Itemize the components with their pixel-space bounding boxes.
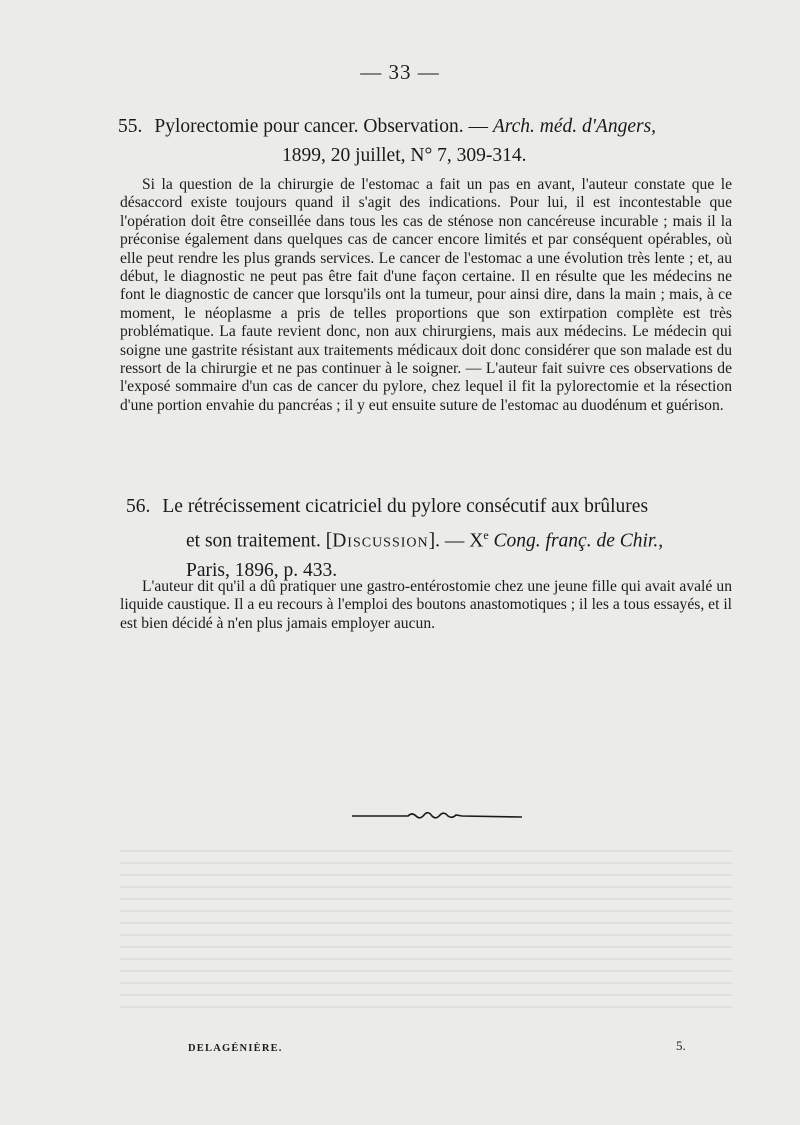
entry-56-citation: Paris, 1896, p. 433. (186, 559, 338, 581)
entry-55-title (118, 112, 656, 170)
entry-55-title-text: Pylorectomie pour cancer. Observation. — (154, 116, 493, 137)
entry-55-citation: 1899, 20 juillet, N° 7, 309-314. (282, 145, 527, 166)
entry-56-superscript: e (483, 528, 489, 542)
bleed-through-texture (120, 850, 732, 1010)
signature-number: 5. (676, 1038, 686, 1053)
entry-55-source: Arch. méd. d'Angers, (492, 116, 657, 137)
entry-56-title-cont: et son traitement. [ (186, 530, 333, 552)
entry-56-title (126, 492, 663, 585)
entry-55-number: 55. (118, 116, 143, 137)
footer-author: DELAGÉNIÈRE. (188, 1043, 283, 1054)
page-number: — 33 — (360, 60, 440, 84)
entry-55-paragraph: Si la question de la chirurgie de l'estomac a fait un pas en avant, l'auteur constate que le désaccord existe toujours quand il s'agit des indications. Pour lui, il est incontestable que l'opération doit être conseillée dans tous les cas de sténose non cancéreuse incurable ; mais il la préconise également dans quelques cas de cancer encore limités et par conséquent opérables, où elle peut rendre les plus grands services. Le cancer de l'estomac a une évolution très lente ; et, au début, le diagnostic ne peut pas être fait d'une façon certaine. Il en résulte que les médecins ne font le diagnostic de cancer que lorsqu'ils ont la tumeur, pour ainsi dire, dans la main ; mais, à ce moment, le néoplasme a pris de telles proportions que son extirpation complète est très problématique. La faute revient donc, non aux chirurgiens, mais aux médecins. Le médecin qui soigne une gastrite résistant aux traitements médicaux doit donc considérer que son malade est du ressort de la chirurgie et ne pas continuer à le soigner. — L'auteur fait suivre ces observations de l'exposé sommaire d'un cas de cancer du pylore, chez lequel il fit la pylorectomie et la résection d'une portion envahie du pancréas ; il y eut ensuite suture de l'estomac au duodénum et guérison. (120, 176, 732, 414)
entry-56-congress-prefix: ]. — X (428, 530, 484, 552)
entry-56-discussion: Discussion (332, 530, 429, 552)
entry-56-title-text: Le rétrécissement cicatriciel du pylore consécutif aux brûlures (162, 496, 649, 517)
entry-55-body (120, 176, 732, 415)
entry-56-number: 56. (126, 496, 151, 517)
entry-56-source: Cong. franç. de Chir., (493, 530, 664, 552)
ornament-divider (350, 804, 524, 824)
entry-56-paragraph: L'auteur dit qu'il a dû pratiquer une gastro-entérostomie chez une jeune fille qui avait avalé un liquide caustique. Il a eu recours à l'emploi des boutons anastomotiques ; il les a tous essayés, et il est bien décidé à n'en plus jamais employer aucun. (120, 578, 732, 632)
entry-56-body (120, 578, 732, 633)
